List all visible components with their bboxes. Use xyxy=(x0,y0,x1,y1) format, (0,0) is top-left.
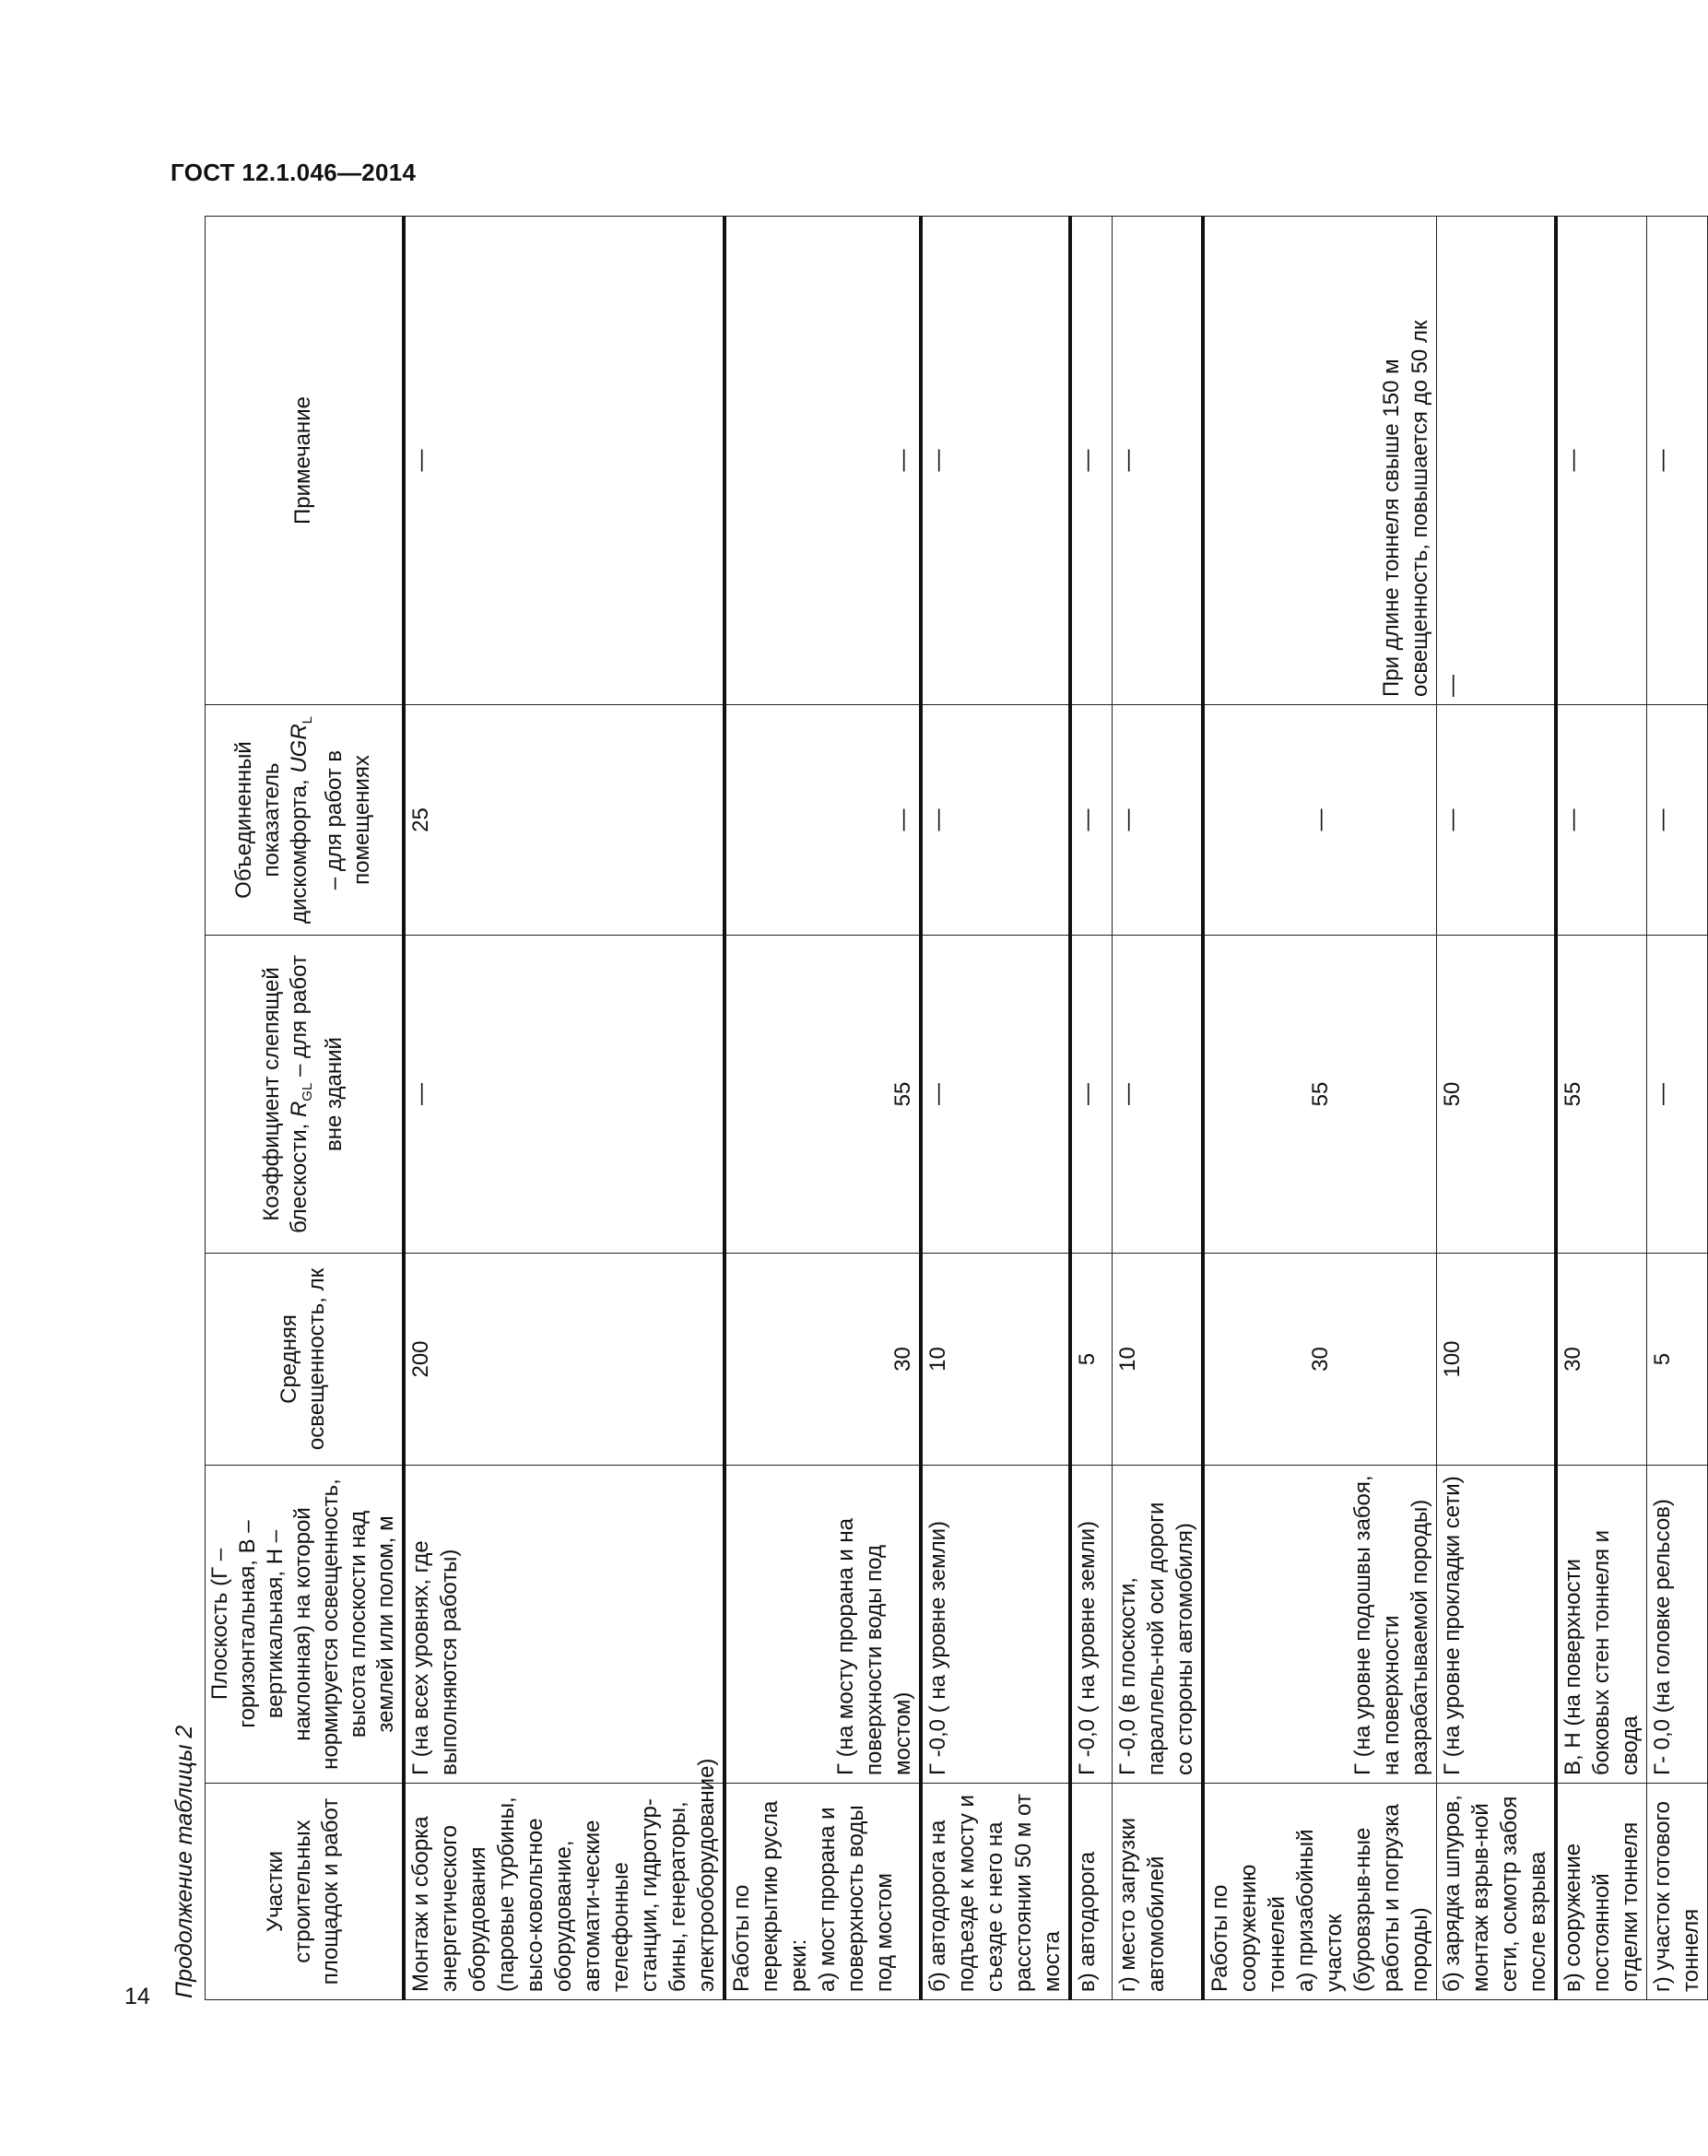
table-row xyxy=(1556,217,1647,2000)
illumination-table xyxy=(205,216,1708,2000)
cell-illuminance: 5 xyxy=(1647,1254,1708,1466)
cell-plane: Г (на уровне прокладки сети) xyxy=(1437,1466,1557,1784)
cell-plane: Г (на мосту прорана и на поверхности воды под мостом) xyxy=(724,1466,921,1784)
cell-glare: — xyxy=(404,936,724,1254)
cell-illuminance: 100 xyxy=(1437,1254,1557,1466)
cell-plane: Г (на всех уровнях, где выполняются работы) xyxy=(404,1466,724,1784)
header-note: Примечание xyxy=(206,217,405,705)
table-caption: Продолжение таблицы 2 xyxy=(171,1725,197,1998)
cell-plane: Г -0,0 ( на уровне земли) xyxy=(1070,1466,1113,1784)
cell-note: — xyxy=(724,217,921,705)
table-row xyxy=(1113,217,1204,2000)
cell-ugr: — xyxy=(1556,705,1647,936)
header-row xyxy=(206,217,405,2000)
page-number: 14 xyxy=(124,1984,150,2009)
cell-area: в) сооружение постоянной отделки тоннеля xyxy=(1556,1784,1647,2000)
cell-area: б) зарядка шпуров, монтаж взрыв-ной сети, осмотр забоя после взрыва xyxy=(1437,1784,1557,2000)
cell-illuminance: 30 xyxy=(724,1254,921,1466)
cell-glare: 55 xyxy=(1203,936,1437,1254)
cell-note: — xyxy=(1647,217,1708,705)
rotated-table-block xyxy=(166,217,1703,2000)
cell-glare: 55 xyxy=(1556,936,1647,1254)
cell-ugr: 25 xyxy=(404,705,724,936)
cell-area: г) место загрузки автомобилей xyxy=(1113,1784,1204,2000)
header-glare: Коэффициент слепящей блескости, $R_{GL}$ – для работ вне зданий xyxy=(206,936,405,1254)
cell-illuminance: 10 xyxy=(921,1254,1070,1466)
cell-ugr: — xyxy=(921,705,1070,936)
cell-area: Работы по перекрытию русла реки: а) мост прорана и поверхность воды под мостом xyxy=(724,1784,921,2000)
cell-area: Монтаж и сборка энергетического оборудования (паровые турбины, высо-ковольтное оборудование, автомати-ческие телефонные станции, гидротур-бины, генераторы, электрооборудование) xyxy=(404,1784,724,2000)
table-row xyxy=(921,217,1070,2000)
table-row xyxy=(1203,217,1437,2000)
cell-ugr: — xyxy=(1203,705,1437,936)
cell-ugr: — xyxy=(1070,705,1113,936)
cell-glare: — xyxy=(1113,936,1204,1254)
cell-plane: В, Н (на поверхности боковых стен тоннеля и свода xyxy=(1556,1466,1647,1784)
cell-note: — xyxy=(1437,217,1557,705)
cell-plane: Г (на уровне подошвы забоя, на поверхности разрабатываемой породы) xyxy=(1203,1466,1437,1784)
header-plane: Плоскость (Г – горизонтальная, В – вертикальная, Н – наклонная) на которой нормируется освещенность, высота плоскости над землей или полом, м xyxy=(206,1466,405,1784)
header-area: Участки строительных площадок и работ xyxy=(206,1784,405,2000)
cell-glare: 50 xyxy=(1437,936,1557,1254)
cell-illuminance: 30 xyxy=(1556,1254,1647,1466)
table-row xyxy=(1647,217,1708,2000)
cell-illuminance: 5 xyxy=(1070,1254,1113,1466)
table-row xyxy=(404,217,724,2000)
cell-area: в) автодорога xyxy=(1070,1784,1113,2000)
cell-note: — xyxy=(921,217,1070,705)
cell-illuminance: 10 xyxy=(1113,1254,1204,1466)
header-illuminance: Средняя освещенность, лк xyxy=(206,1254,405,1466)
cell-glare: — xyxy=(921,936,1070,1254)
table-row xyxy=(1070,217,1113,2000)
cell-note: — xyxy=(404,217,724,705)
cell-glare: 55 xyxy=(724,936,921,1254)
document-code: ГОСТ 12.1.046—2014 xyxy=(171,159,417,186)
cell-ugr: — xyxy=(1647,705,1708,936)
cell-illuminance: 200 xyxy=(404,1254,724,1466)
cell-ugr: — xyxy=(724,705,921,936)
cell-note: При длине тоннеля свыше 150 м освещенность, повышается до 50 лк xyxy=(1203,217,1437,705)
cell-plane: Г- 0,0 (на головке рельсов) xyxy=(1647,1466,1708,1784)
cell-glare: — xyxy=(1070,936,1113,1254)
header-ugr: Объединенный показатель дискомфорта, $UGR_L$ – для работ в помещениях xyxy=(206,705,405,936)
cell-plane: Г -0,0 ( на уровне земли) xyxy=(921,1466,1070,1784)
cell-note: — xyxy=(1070,217,1113,705)
cell-ugr: — xyxy=(1437,705,1557,936)
table-row xyxy=(1437,217,1557,2000)
cell-note: — xyxy=(1556,217,1647,705)
table-row xyxy=(724,217,921,2000)
cell-plane: Г -0,0 (в плоскости, параллель-ной оси дороги со стороны автомобиля) xyxy=(1113,1466,1204,1784)
cell-illuminance: 30 xyxy=(1203,1254,1437,1466)
cell-glare: — xyxy=(1647,936,1708,1254)
cell-area: г) участок готового тоннеля xyxy=(1647,1784,1708,2000)
cell-note: — xyxy=(1113,217,1204,705)
cell-ugr: — xyxy=(1113,705,1204,936)
cell-area: Работы по сооружению тоннелей а) призабойный участок (буровзрыв-ные работы и погрузка породы) xyxy=(1203,1784,1437,2000)
cell-area: б) автодорога на подъезде к мосту и съезде с него на расстоянии 50 м от моста xyxy=(921,1784,1070,2000)
